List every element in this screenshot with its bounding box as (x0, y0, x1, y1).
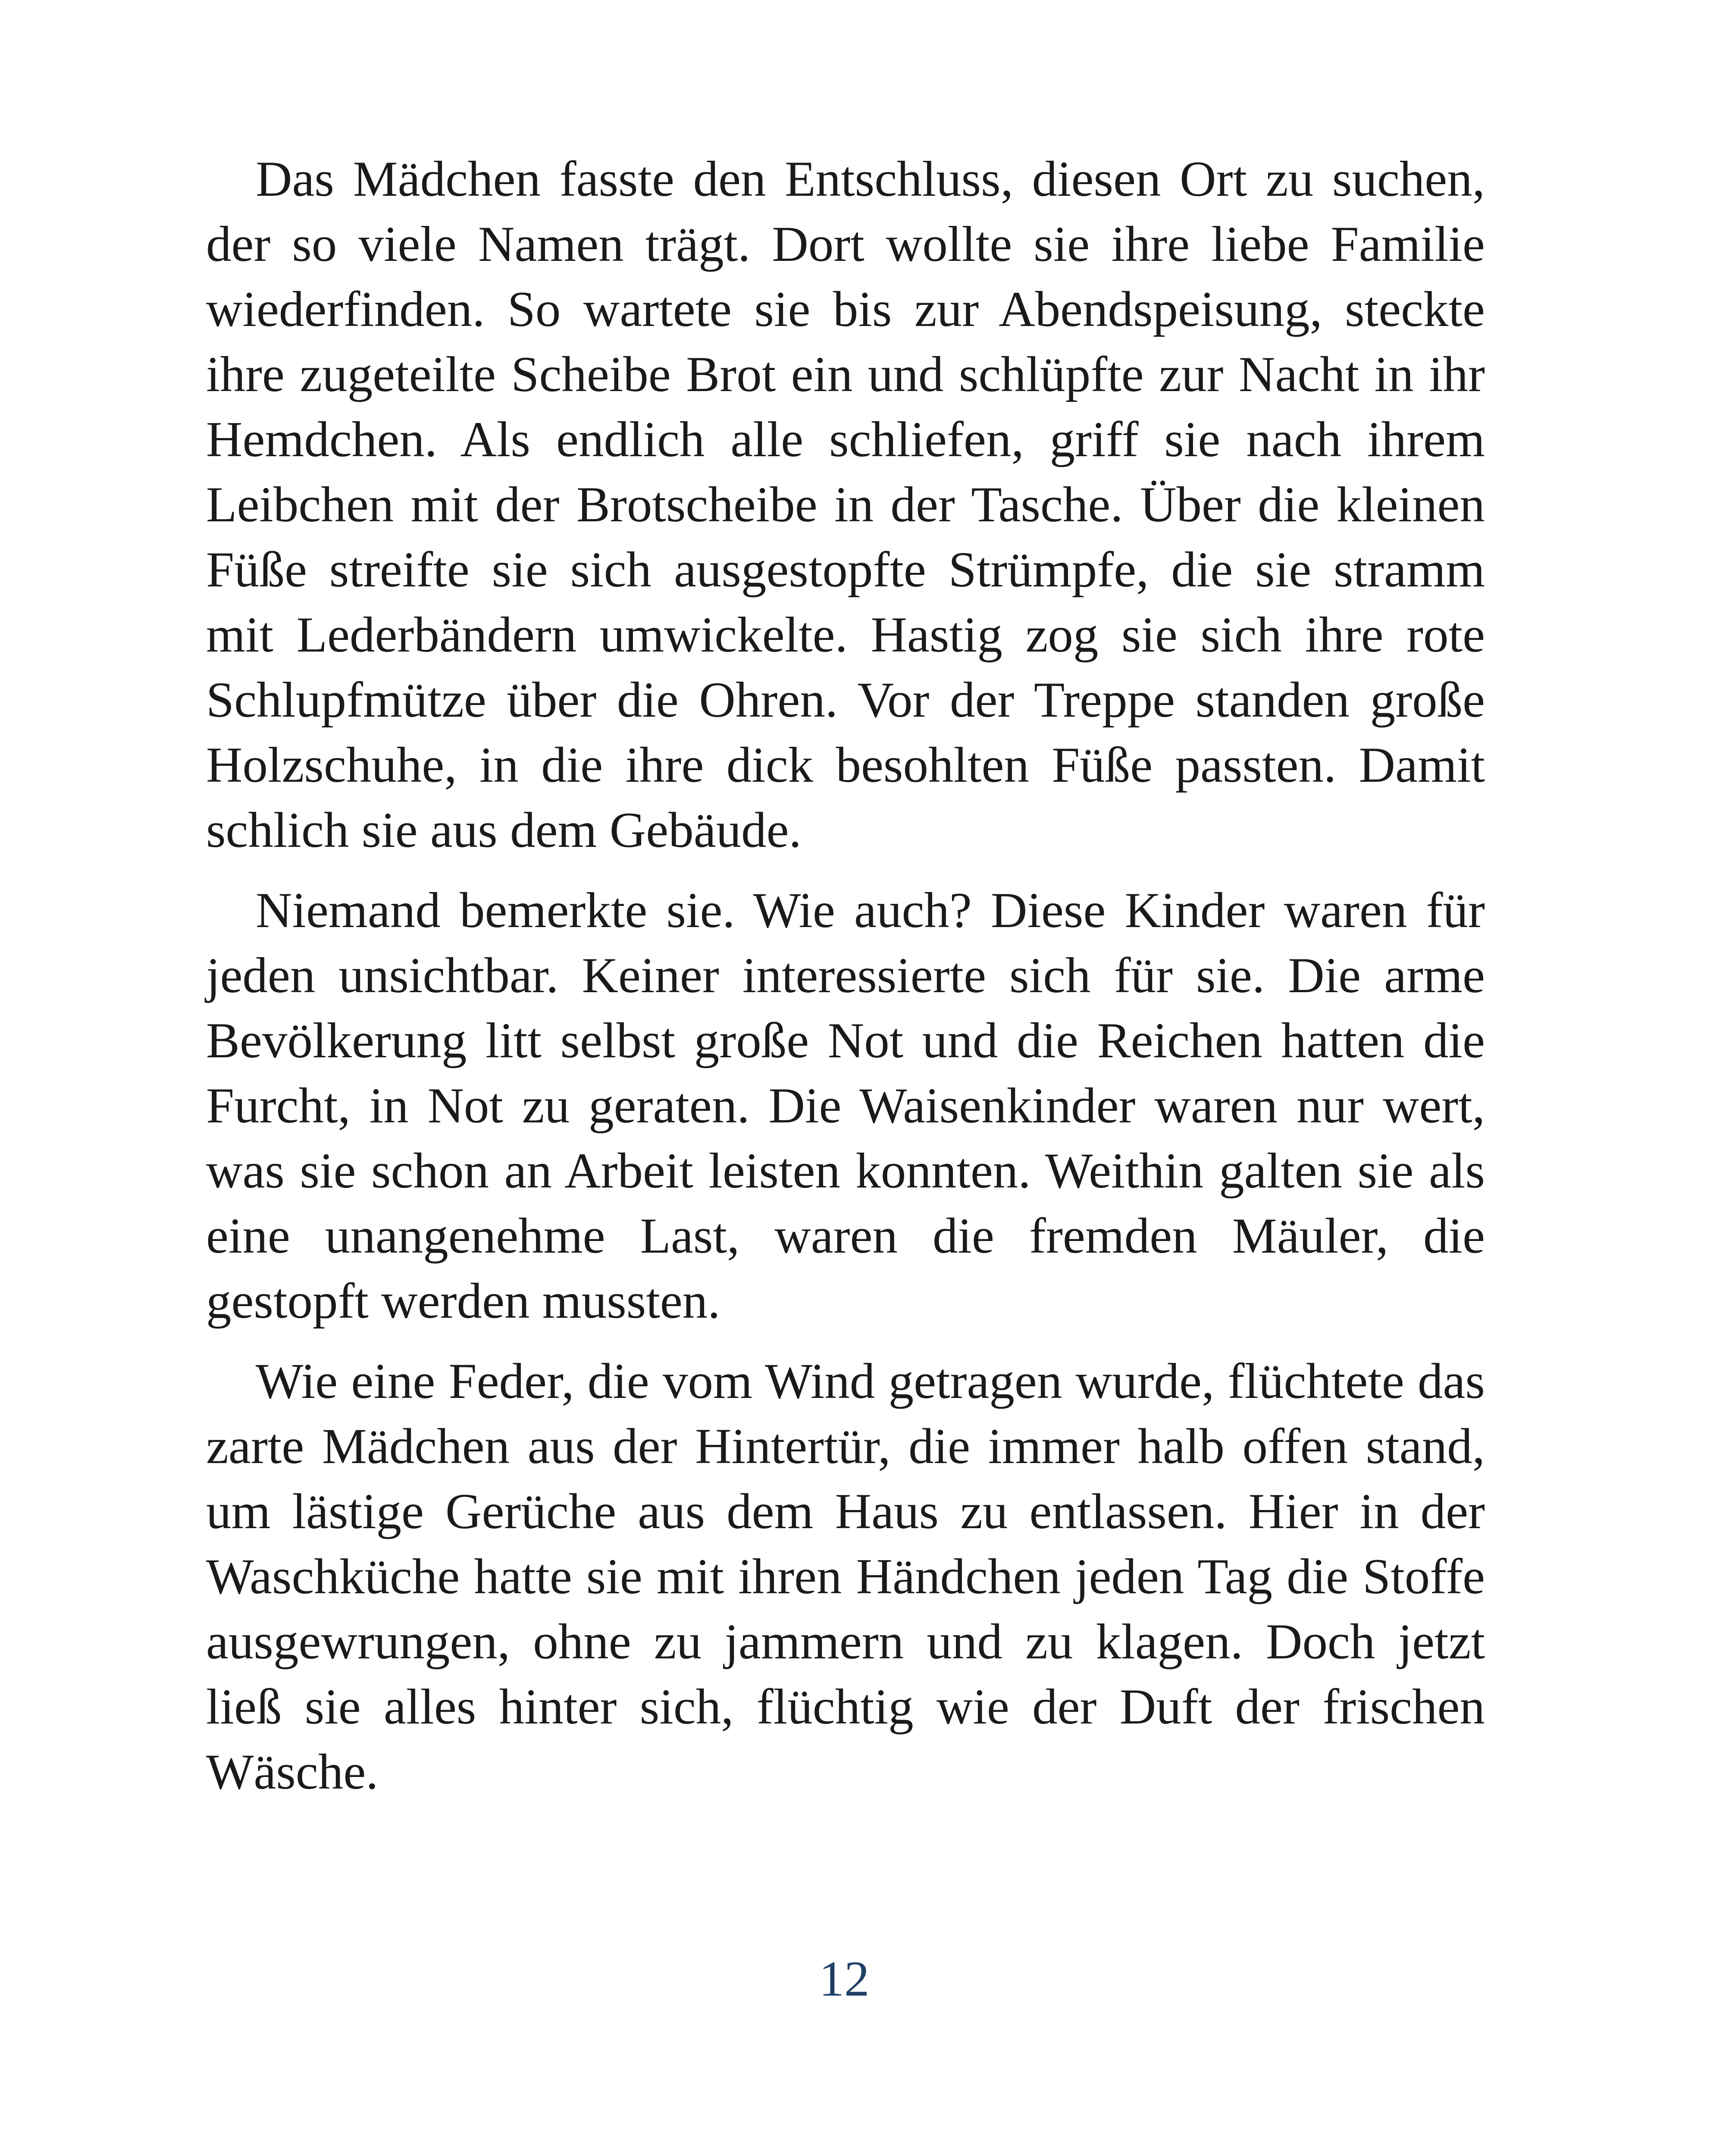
page-number: 12 (819, 1951, 870, 2007)
paragraph-1: Das Mädchen fasste den Entschluss, diesen Ort zu suchen, der so viele Namen trägt. Dort wollte sie ihre liebe Familie wiederfinden. So wartete sie bis zur Abendspeisung, steckte ihre zugeteilte Scheibe Brot ein und schlüpfte zur Nacht in ihr Hemdchen. Als endlich alle schliefen, griff sie nach ihrem Leibchen mit der Brotscheibe in der Tasche. Über die kleinen Füße streifte sie sich ausgestopfte Strümpfe, die sie stramm mit Lederbändern umwickelte. Hastig zog sie sich ihre rote Schlupfmütze über die Ohren. Vor der Treppe standen große Holzschuhe, in die ihre dick besohlten Füße passten. Damit schlich sie aus dem Gebäude. (206, 151, 1485, 858)
paragraph-2: Niemand bemerkte sie. Wie auch? Diese Kinder waren für jeden unsichtbar. Keiner interessierte sich für sie. Die arme Bevölkerung litt selbst große Not und die Reichen hatten die Furcht, in Not zu geraten. Die Waisenkinder waren nur wert, was sie schon an Arbeit leisten konnten. Weithin galten sie als eine unangenehme Last, waren die fremden Mäuler, die gestopft werden mussten. (206, 883, 1485, 1329)
body-text (206, 147, 1485, 1820)
paragraph-3: Wie eine Feder, die vom Wind getragen wurde, flüchtete das zarte Mädchen aus der Hintertür, die immer halb offen stand, um lästige Gerüche aus dem Haus zu entlassen. Hier in der Waschküche hatte sie mit ihren Händchen jeden Tag die Stoffe ausgewrungen, ohne zu jammern und zu klagen. Doch jetzt ließ sie alles hinter sich, flüchtig wie der Duft der frischen Wäsche. (206, 1354, 1485, 1800)
